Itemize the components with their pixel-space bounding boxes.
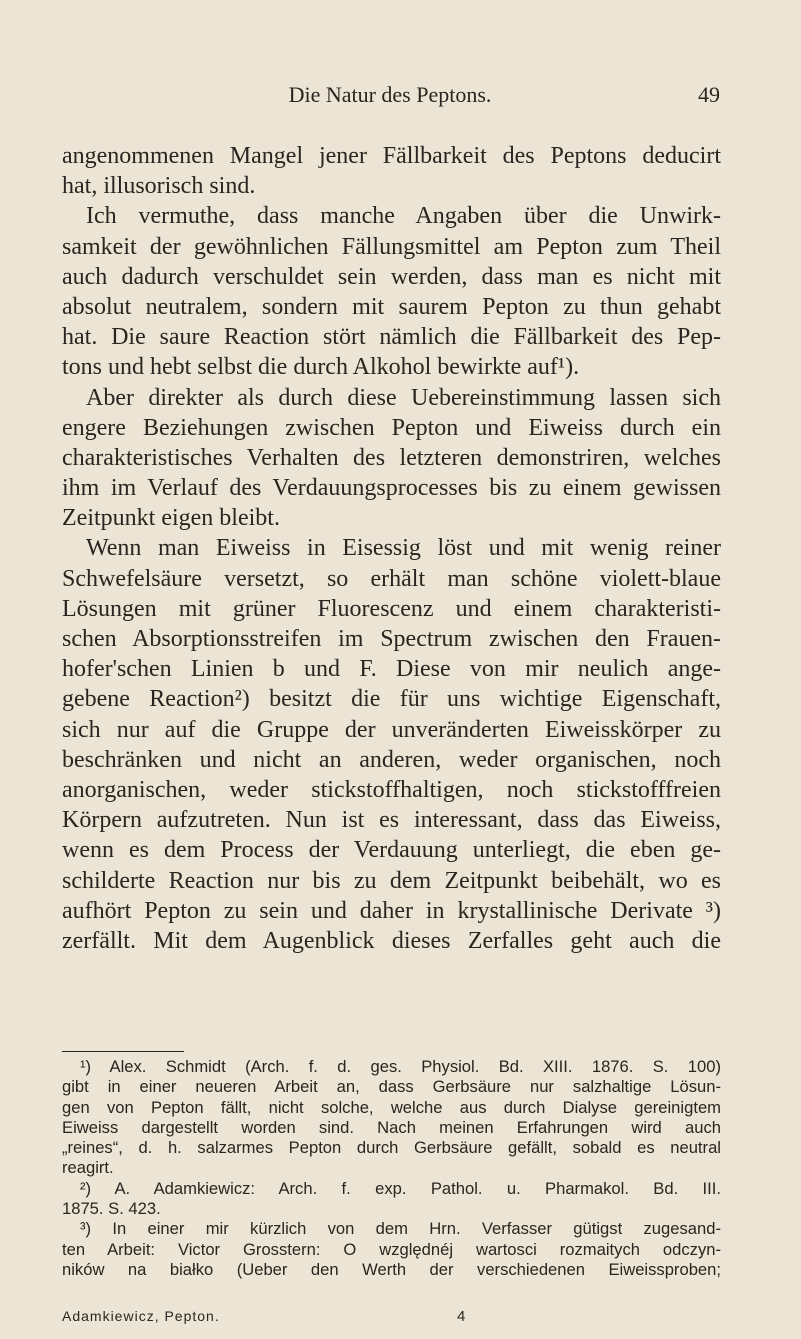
footnote-line: gen von Pepton fällt, nicht solche, welche aus durch Dialyse gereinigtem xyxy=(62,1097,721,1117)
body-text xyxy=(62,141,721,956)
body-line: wenn es dem Process der Verdauung unterliegt, die eben ge- xyxy=(62,837,721,864)
footnote-line: Eiweiss dargestellt worden sind. Nach meinen Erfahrungen wird auch xyxy=(62,1117,721,1137)
footnote-line: reagirt. xyxy=(62,1158,114,1178)
body-line: hat. Die saure Reaction stört nämlich die Fällbarkeit des Pep- xyxy=(62,324,721,351)
body-line: angenommenen Mangel jener Fällbarkeit des Peptons deducirt xyxy=(62,143,721,169)
body-line: Lösungen mit grüner Fluorescenz und einem charakteristi- xyxy=(62,595,721,622)
printer-signature xyxy=(62,1308,721,1324)
running-title: Die Natur des Peptons. xyxy=(288,82,492,107)
body-line: samkeit der gewöhnlichen Fällungsmittel am Pepton zum Theil xyxy=(62,233,721,260)
body-line: charakteristisches Verhalten des letzteren demonstriren, welches xyxy=(62,444,721,471)
body-line: beschränken und nicht an anderen, weder organischen, noch xyxy=(62,746,721,773)
footnote-divider xyxy=(62,1051,184,1052)
body-line: sich nur auf die Gruppe der unveränderten Eiweisskörper zu xyxy=(62,716,721,743)
footnote-line: ten Arbeit: Victor Grosstern: O względnéj wartosci rozmaitych odczyn- xyxy=(62,1239,721,1259)
body-line: schilderte Reaction nur bis zu dem Zeitpunkt beibehält, wo es xyxy=(62,867,721,894)
body-line: anorganischen, weder stickstoffhaltigen, noch stickstofffreien xyxy=(62,776,721,803)
body-line: aufhört Pepton zu sein und daher in krystallinische Derivate ³) xyxy=(62,897,721,924)
signature-text: Adamkiewicz, Pepton. xyxy=(62,1308,220,1324)
body-line: ihm im Verlauf des Verdauungsprocesses bis zu einem gewissen xyxy=(62,475,721,502)
footnote-line: ³) In einer mir kürzlich von dem Hrn. Verfasser gütigst zugesand- xyxy=(80,1219,721,1239)
footnote-line: „reines“, d. h. salzarmes Pepton durch Gerbsäure gefällt, sobald es neutral xyxy=(62,1138,721,1158)
body-line: zerfällt. Mit dem Augenblick dieses Zerfalles geht auch die xyxy=(62,927,721,954)
footnote-line: gibt in einer neueren Arbeit an, dass Gerbsäure nur salzhaltige Lösun- xyxy=(62,1077,721,1097)
body-line: Ich vermuthe, dass manche Angaben über die Unwirk- xyxy=(86,203,721,230)
body-line: gebene Reaction²) besitzt die für uns wichtige Eigenschaft, xyxy=(62,686,721,713)
body-line: Schwefelsäure versetzt, so erhält man schöne violett-blaue xyxy=(62,565,721,592)
body-line: Wenn man Eiweiss in Eisessig löst und mit wenig reiner xyxy=(86,535,721,562)
body-line: hat, illusorisch sind. xyxy=(62,173,256,200)
body-line: schen Absorptionsstreifen im Spectrum zwischen den Frauen- xyxy=(62,626,721,652)
body-line: Körpern aufzutreten. Nun ist es interessant, dass das Eiweiss, xyxy=(62,807,721,834)
body-line: absolut neutralem, sondern mit saurem Pepton zu thun gehabt xyxy=(62,293,721,320)
body-line: Zeitpunkt eigen bleibt. xyxy=(62,505,280,532)
footnote-line: ników na białko (Ueber den Werth der verschiedenen Eiweissproben; xyxy=(62,1259,721,1279)
body-line: Aber direkter als durch diese Uebereinstimmung lassen sich xyxy=(86,384,721,411)
signature-number: 4 xyxy=(457,1308,467,1325)
body-line: auch dadurch verschuldet sein werden, dass man es nicht mit xyxy=(62,263,721,290)
body-line: hofer'schen Linien b und F. Diese von mir neulich ange- xyxy=(62,656,721,683)
footnote-line: ²) A. Adamkiewicz: Arch. f. exp. Pathol. u. Pharmakol. Bd. III. xyxy=(80,1178,721,1198)
footnote-line: 1875. S. 423. xyxy=(62,1199,161,1219)
footnotes xyxy=(62,1057,721,1280)
page-number: 49 xyxy=(698,82,720,107)
body-line: engere Beziehungen zwischen Pepton und Eiweiss durch ein xyxy=(62,414,721,441)
running-header xyxy=(60,82,720,112)
footnote-line: ¹) Alex. Schmidt (Arch. f. d. ges. Physiol. Bd. XIII. 1876. S. 100) xyxy=(80,1057,721,1076)
body-line: tons und hebt selbst die durch Alkohol bewirkte auf¹). xyxy=(62,354,580,381)
